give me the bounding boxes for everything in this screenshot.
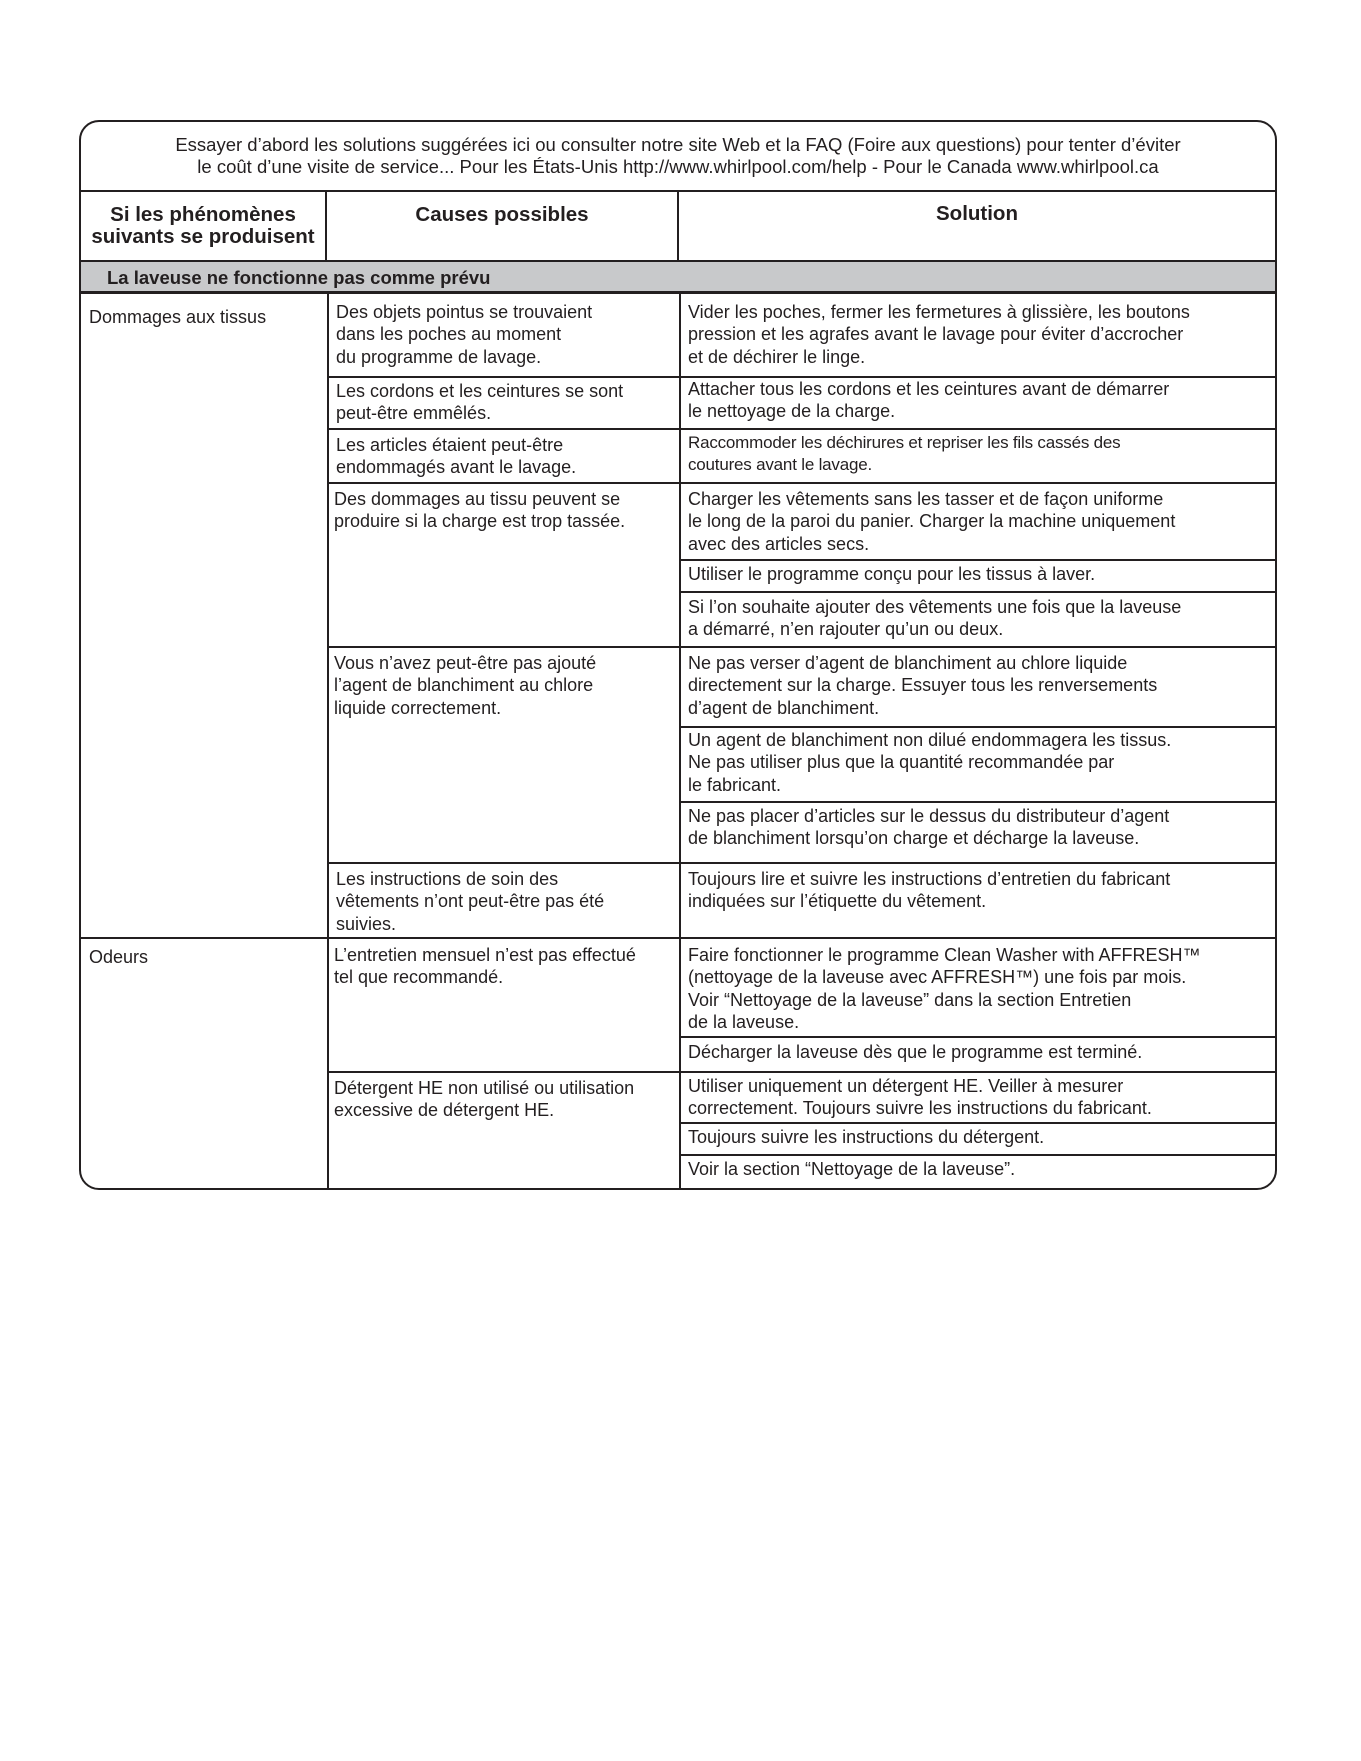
row-divider xyxy=(327,482,1275,484)
solution-line: Ne pas placer d’articles sur le dessus du distributeur d’agent xyxy=(688,806,1170,826)
solution-line: Si l’on souhaite ajouter des vêtements une fois que la laveuse xyxy=(688,597,1182,617)
solution-line: indiquées sur l’étiquette du vêtement. xyxy=(688,891,987,912)
symptom-text: Odeurs xyxy=(89,947,149,967)
cause-line: vêtements n’ont peut-être pas été xyxy=(336,891,605,912)
solution-line: pression et les agrafes avant le lavage pour éviter d’accrocher xyxy=(688,324,1184,345)
solution-line: Charger les vêtements sans les tasser et de façon uniforme xyxy=(688,489,1164,509)
solution-cell xyxy=(688,488,1175,555)
cause-line: L’entretien mensuel n’est pas effectué xyxy=(334,945,636,965)
row-divider xyxy=(81,937,1275,939)
solution-line: (nettoyage de la laveuse avec AFFRESH™) une fois par mois. xyxy=(688,967,1187,988)
row-divider xyxy=(327,428,1275,430)
cause-line: Des dommages au tissu peuvent se xyxy=(334,489,621,509)
solution-line: Ne pas verser d’agent de blanchiment au chlore liquide xyxy=(688,653,1128,673)
solution-line: Voir “Nettoyage de la laveuse” dans la section Entretien xyxy=(688,989,1132,1010)
solution-line: Ne pas utiliser plus que la quantité recommandée par xyxy=(688,752,1115,773)
solution-line: directement sur la charge. Essuyer tous les renversements xyxy=(688,675,1158,696)
solution-line: Décharger la laveuse dès que le programme est terminé. xyxy=(688,1042,1143,1062)
solution-line: Raccommoder les déchirures et repriser les fils cassés des xyxy=(688,433,1121,452)
cause-cell xyxy=(336,380,623,425)
cause-line: du programme de lavage. xyxy=(336,346,542,367)
solution-line: Vider les poches, fermer les fermetures à glissière, les boutons xyxy=(688,302,1190,322)
cause-line: liquide correctement. xyxy=(334,697,502,718)
solution-cell xyxy=(688,729,1171,796)
solution-line: Toujours suivre les instructions du détergent. xyxy=(688,1127,1045,1147)
cause-line: Vous n’avez peut-être pas ajouté xyxy=(334,653,597,673)
solution-line: le long de la paroi du panier. Charger la machine uniquement xyxy=(688,511,1176,532)
solution-line: de la laveuse. xyxy=(688,1011,800,1032)
solution-line: Faire fonctionner le programme Clean Washer with AFFRESH™ xyxy=(688,945,1201,965)
row-divider xyxy=(679,801,1275,803)
symptom-cell xyxy=(89,946,148,968)
intro-line: le coût d’une visite de service... Pour les États-Unis http://www.whirlpool.com/help - Pour le Canada www.whirlpool.ca xyxy=(197,156,1159,177)
cause-line: suivies. xyxy=(336,913,397,934)
cause-cell xyxy=(334,944,636,989)
cause-line: Détergent HE non utilisé ou utilisation xyxy=(334,1078,635,1098)
troubleshooting-table xyxy=(79,120,1277,1190)
solution-cell xyxy=(688,301,1190,368)
cause-cell xyxy=(336,301,592,368)
row-divider xyxy=(327,646,1275,648)
solution-cell xyxy=(688,1075,1152,1120)
solution-cell xyxy=(688,868,1170,913)
intro-notice xyxy=(81,122,1275,192)
solution-cell xyxy=(688,563,1095,585)
header-symptom xyxy=(81,192,327,262)
cause-line: Les instructions de soin des xyxy=(336,869,559,889)
row-divider xyxy=(679,1036,1275,1038)
solution-line: de blanchiment lorsqu’on charge et décharge la laveuse. xyxy=(688,828,1140,849)
solution-line: d’agent de blanchiment. xyxy=(688,697,880,718)
cause-line: Les articles étaient peut-être xyxy=(336,435,564,455)
solution-cell xyxy=(688,432,1120,477)
solution-cell xyxy=(688,378,1169,423)
solution-cell xyxy=(688,596,1181,641)
solution-cell xyxy=(688,652,1157,719)
solution-line: Utiliser uniquement un détergent HE. Veiller à mesurer xyxy=(688,1076,1124,1096)
header-symptom-line: suivants se produisent xyxy=(91,225,315,248)
cause-cell xyxy=(334,1077,634,1122)
cause-cell xyxy=(334,488,625,533)
cause-line: tel que recommandé. xyxy=(334,967,504,988)
header-solution: Solution xyxy=(679,192,1275,262)
solution-cell xyxy=(688,1126,1044,1148)
solution-cell xyxy=(688,1041,1142,1063)
solution-line: coutures avant le lavage. xyxy=(688,455,873,475)
cause-line: produire si la charge est trop tassée. xyxy=(334,511,626,532)
solution-line: correctement. Toujours suivre les instructions du fabricant. xyxy=(688,1098,1152,1119)
cause-line: endommagés avant le lavage. xyxy=(336,457,577,478)
cause-cell xyxy=(336,434,576,479)
header-symptom-line: Si les phénomènes xyxy=(110,203,296,226)
cause-line: l’agent de blanchiment au chlore xyxy=(334,675,594,696)
solution-cell xyxy=(688,805,1169,850)
cause-cell xyxy=(334,652,596,719)
solution-line: Utiliser le programme conçu pour les tissus à laver. xyxy=(688,564,1096,584)
solution-line: Voir la section “Nettoyage de la laveuse”. xyxy=(688,1159,1016,1179)
cause-line: dans les poches au moment xyxy=(336,324,562,345)
solution-line: et de déchirer le linge. xyxy=(688,346,866,367)
row-divider xyxy=(679,1122,1275,1124)
solution-line: avec des articles secs. xyxy=(688,533,870,554)
cause-line: peut-être emmêlés. xyxy=(336,403,492,424)
solution-line: le nettoyage de la charge. xyxy=(688,401,896,422)
row-divider xyxy=(679,559,1275,561)
symptom-text: Dommages aux tissus xyxy=(89,307,267,327)
row-divider xyxy=(679,591,1275,593)
solution-line: Toujours lire et suivre les instructions d’entretien du fabricant xyxy=(688,869,1171,889)
cause-line: excessive de détergent HE. xyxy=(334,1100,555,1121)
solution-cell xyxy=(688,944,1201,1033)
row-divider xyxy=(679,1154,1275,1156)
symptom-cell xyxy=(89,306,266,328)
cause-cell xyxy=(336,868,604,935)
row-divider xyxy=(327,1071,1275,1073)
section-title: La laveuse ne fonctionne pas comme prévu xyxy=(81,262,1275,294)
header-causes: Causes possibles xyxy=(327,192,679,262)
intro-line: Essayer d’abord les solutions suggérées ici ou consulter notre site Web et la FAQ (Foire aux questions) pour tenter d’éviter xyxy=(175,134,1181,155)
cause-line: Les cordons et les ceintures se sont xyxy=(336,381,624,401)
row-divider xyxy=(679,726,1275,728)
solution-line: a démarré, n’en rajouter qu’un ou deux. xyxy=(688,619,1004,640)
solution-line: le fabricant. xyxy=(688,774,782,795)
solution-line: Attacher tous les cordons et les ceintures avant de démarrer xyxy=(688,379,1170,399)
cause-line: Des objets pointus se trouvaient xyxy=(336,302,593,322)
solution-line: Un agent de blanchiment non dilué endommagera les tissus. xyxy=(688,730,1172,750)
solution-cell xyxy=(688,1158,1015,1180)
row-divider xyxy=(327,862,1275,864)
